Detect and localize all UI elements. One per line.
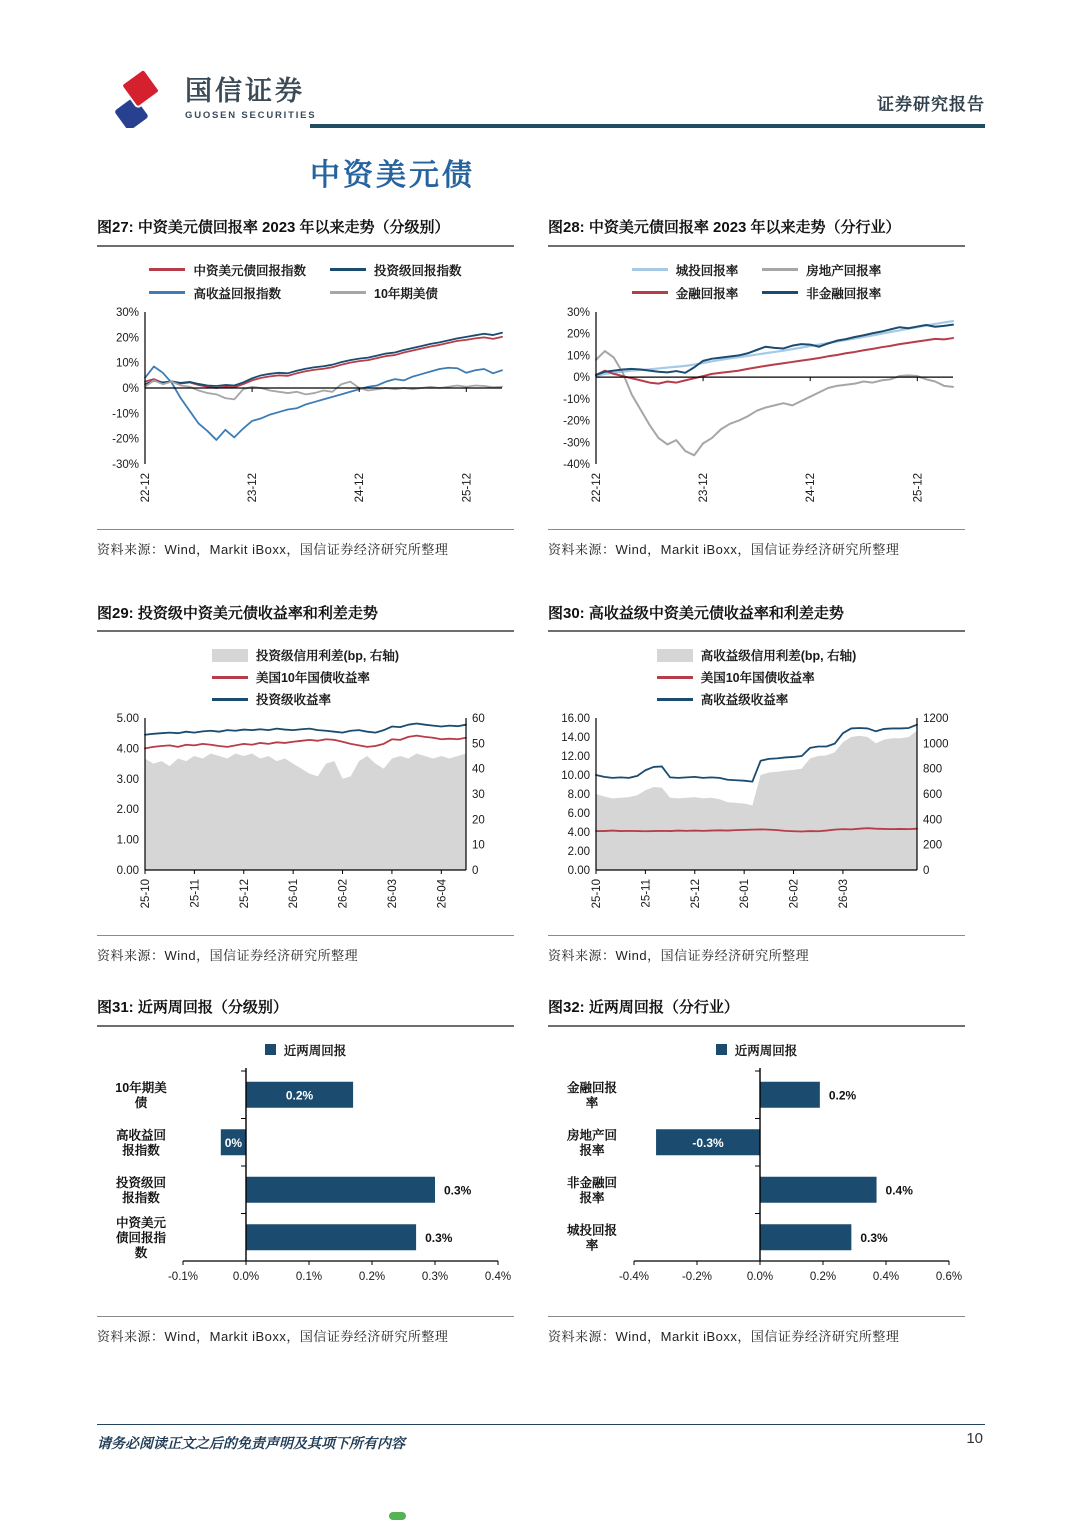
legend-label: 非金融回报率 [806,286,882,301]
svg-text:-30%: -30% [112,458,139,471]
legend-swatch [330,268,366,271]
svg-text:23-12: 23-12 [698,472,711,502]
legend-item [330,284,462,302]
legend-item [657,690,857,708]
svg-text:0: 0 [923,865,930,877]
chart-canvas [97,712,514,922]
svg-text:-0.3%: -0.3% [692,1135,724,1150]
guosen-logo-icon [103,68,175,128]
svg-text:22-12: 22-12 [591,472,603,502]
svg-text:0.4%: 0.4% [872,1270,900,1283]
footer-rule [97,1424,985,1425]
svg-text:中资美元债回报指数: 中资美元债回报指数 [115,1215,167,1260]
header-rule [310,124,985,128]
svg-text:800: 800 [923,763,943,776]
svg-text:0.0%: 0.0% [746,1270,774,1283]
legend-swatch [212,676,248,679]
legend-swatch [149,268,185,271]
figure-title: 图28: 中资美元债回报率 2023 年以来走势（分行业） [548,218,965,247]
legend-item [657,646,857,664]
chart-legend [149,261,461,302]
svg-text:-10%: -10% [563,393,590,406]
svg-text:8.00: 8.00 [567,789,590,801]
legend-item [762,284,881,302]
legend-item [212,668,399,686]
legend-item [265,1041,347,1059]
chart-canvas [97,306,514,516]
svg-text:0%: 0% [224,1135,243,1150]
brand-name-en: GUOSEN SECURITIES [185,110,317,121]
figure-body [548,1027,965,1308]
svg-text:2.00: 2.00 [567,846,590,858]
svg-text:0.4%: 0.4% [885,1182,913,1197]
footer-disclaimer: 请务必阅读正文之后的免责声明及其项下所有内容 [97,1435,405,1451]
legend-item [149,284,306,302]
svg-text:0.3%: 0.3% [421,1270,449,1283]
figure-title: 图31: 近两周回报（分级别） [97,998,514,1027]
brand-name-cn: 国信证券 [185,76,305,106]
figure-source: 资料来源：Wind，Markit iBoxx，国信证券经济研究所整理 [548,529,965,558]
svg-text:0.2%: 0.2% [809,1270,837,1283]
legend-label: 城投回报率 [675,263,739,278]
svg-text:24-12: 24-12 [354,472,367,502]
legend-item [716,1041,798,1059]
legend-swatch [212,649,248,662]
legend-swatch [330,291,366,294]
svg-text:14.00: 14.00 [561,732,590,744]
svg-text:25-12: 25-12 [912,472,925,502]
svg-text:50: 50 [472,738,485,751]
legend-label: 投资级信用利差(bp, 右轴) [255,649,400,663]
legend-label: 投资级收益率 [255,693,331,707]
legend-swatch [265,1044,276,1055]
svg-text:0.3%: 0.3% [444,1182,472,1197]
svg-text:30: 30 [472,789,485,801]
legend-label: 投资级回报指数 [374,263,462,278]
svg-text:200: 200 [923,839,943,852]
svg-text:0.4%: 0.4% [484,1270,512,1283]
legend-label: 中资美元债回报指数 [193,263,306,278]
svg-text:30%: 30% [115,306,139,319]
legend-swatch [657,676,693,679]
legend-swatch [762,291,798,294]
chart-canvas [97,1063,514,1303]
chart-plot [548,306,965,521]
svg-text:26-03: 26-03 [386,879,399,909]
svg-text:1.00: 1.00 [116,834,139,847]
figure-32 [548,998,965,1345]
legend-item [149,261,306,279]
svg-text:16.00: 16.00 [561,713,590,725]
legend-swatch [657,649,693,662]
svg-text:1200: 1200 [923,713,949,725]
figure-title: 图30: 高收益级中资美元债收益率和利差走势 [548,604,965,633]
figure-title: 图29: 投资级中资美元债收益率和利差走势 [97,604,514,633]
figure-body [548,632,965,927]
figure-source: 资料来源：Wind，国信证券经济研究所整理 [97,935,514,964]
svg-text:22-12: 22-12 [140,472,152,502]
svg-text:0.1%: 0.1% [295,1270,323,1283]
chart-canvas [548,712,965,922]
legend-label: 美国10年国债收益率 [255,671,370,685]
chart-canvas [548,306,965,516]
legend-swatch [149,291,185,294]
svg-text:25-12: 25-12 [689,879,702,909]
svg-text:20%: 20% [566,328,590,341]
chart-plot [97,712,514,927]
legend-item [632,261,739,279]
legend-label: 10年期美债 [374,286,438,301]
svg-text:25-12: 25-12 [461,472,474,502]
svg-text:城投回报率: 城投回报率 [566,1222,618,1252]
figure-body [97,632,514,927]
svg-text:0: 0 [472,865,479,877]
svg-text:10.00: 10.00 [561,770,590,782]
svg-text:-0.4%: -0.4% [618,1270,650,1283]
chart-plot [97,1063,514,1308]
legend-item [762,261,881,279]
svg-text:20%: 20% [115,331,139,344]
legend-label: 美国10年国债收益率 [700,671,815,685]
svg-text:26-01: 26-01 [739,879,752,909]
legend-item [212,690,399,708]
legend-swatch [762,268,798,271]
figure-title: 图27: 中资美元债回报率 2023 年以来走势（分级别） [97,218,514,247]
legend-swatch [716,1044,727,1055]
figure-source: 资料来源：Wind，Markit iBoxx，国信证券经济研究所整理 [97,1316,514,1345]
brand-block [185,78,316,121]
svg-text:0.3%: 0.3% [860,1230,888,1245]
svg-text:24-12: 24-12 [805,472,818,502]
svg-text:-30%: -30% [563,436,590,449]
figure-28 [548,218,965,558]
legend-label: 高收益级收益率 [700,693,789,707]
svg-text:600: 600 [923,789,943,801]
figure-29 [97,604,514,965]
legend-swatch [632,268,668,271]
svg-text:6.00: 6.00 [567,808,590,820]
svg-text:26-02: 26-02 [337,879,350,909]
svg-text:0.00: 0.00 [116,865,139,877]
footer-page-number: 10 [966,1430,983,1447]
guosen-logo-graphic [103,68,175,128]
svg-text:10: 10 [472,839,485,852]
svg-text:高收益回报指数: 高收益回报指数 [115,1127,167,1157]
svg-text:投资级回报指数: 投资级回报指数 [115,1175,167,1205]
svg-text:0.2%: 0.2% [828,1087,857,1102]
legend-label: 高收益回报指数 [193,286,281,301]
svg-text:25-12: 25-12 [238,879,251,909]
svg-text:0.6%: 0.6% [935,1270,963,1283]
svg-text:10年期美债: 10年期美债 [115,1080,167,1110]
bottom-green-marker [389,1512,406,1520]
legend-label: 高收益级信用利差(bp, 右轴) [700,649,857,663]
legend-swatch [632,291,668,294]
svg-text:25-11: 25-11 [189,879,202,908]
svg-text:4.00: 4.00 [116,743,139,756]
svg-text:2.00: 2.00 [116,804,139,817]
figure-source: 资料来源：Wind，国信证券经济研究所整理 [548,935,965,964]
chart-legend [97,1041,514,1059]
legend-label: 近两周回报 [734,1043,798,1058]
chart-legend [548,1041,965,1059]
svg-text:25-11: 25-11 [640,879,653,908]
svg-text:20: 20 [472,814,485,827]
svg-text:0.2%: 0.2% [358,1270,386,1283]
figure-31 [97,998,514,1345]
svg-text:26-04: 26-04 [436,879,449,909]
legend-item [212,646,399,664]
figure-30 [548,604,965,965]
svg-text:10%: 10% [115,357,139,370]
svg-text:0%: 0% [573,371,590,384]
chart-legend [657,646,857,708]
figure-title: 图32: 近两周回报（分行业） [548,998,965,1027]
chart-canvas [548,1063,965,1303]
svg-text:40: 40 [472,763,485,776]
figure-row-2 [97,604,985,965]
svg-text:1000: 1000 [923,738,949,751]
svg-text:-40%: -40% [563,458,590,471]
figure-27 [97,218,514,558]
page-title: 中资美元债 [310,159,475,192]
figure-body [97,247,514,521]
svg-text:-0.1%: -0.1% [167,1270,199,1283]
page-header [97,66,985,138]
legend-swatch [212,698,248,701]
chart-legend [212,646,399,708]
svg-text:0%: 0% [122,382,139,395]
svg-text:0.0%: 0.0% [232,1270,260,1283]
svg-text:-20%: -20% [563,415,590,428]
svg-text:3.00: 3.00 [116,773,139,786]
chart-plot [548,712,965,927]
chart-plot [97,306,514,521]
legend-label: 近两周回报 [283,1043,347,1058]
svg-text:400: 400 [923,814,943,827]
figure-row-3 [97,998,985,1345]
figure-row-1 [97,218,985,558]
svg-text:-10%: -10% [112,407,139,420]
figure-source: 资料来源：Wind，Markit iBoxx，国信证券经济研究所整理 [97,529,514,558]
svg-text:10%: 10% [566,349,590,362]
svg-text:26-03: 26-03 [837,879,850,909]
svg-text:5.00: 5.00 [116,713,139,725]
svg-text:非金融回报率: 非金融回报率 [566,1175,618,1205]
legend-label: 金融回报率 [675,286,739,301]
figures-grid [97,218,985,1391]
report-type-label: 证券研究报告 [877,95,985,114]
svg-text:房地产回报率: 房地产回报率 [566,1127,618,1157]
svg-text:30%: 30% [566,306,590,319]
svg-text:0.00: 0.00 [567,865,590,877]
svg-text:0.3%: 0.3% [425,1230,453,1245]
figure-source: 资料来源：Wind，Markit iBoxx，国信证券经济研究所整理 [548,1316,965,1345]
figure-body [97,1027,514,1308]
svg-text:23-12: 23-12 [247,472,260,502]
svg-text:26-01: 26-01 [288,879,301,909]
chart-legend [632,261,882,302]
svg-text:60: 60 [472,713,485,725]
svg-text:0.2%: 0.2% [285,1087,314,1102]
svg-text:金融回报率: 金融回报率 [566,1080,618,1110]
svg-text:12.00: 12.00 [561,751,590,763]
svg-text:-20%: -20% [112,433,139,446]
svg-text:25-10: 25-10 [591,879,603,909]
legend-label: 房地产回报率 [806,263,882,278]
svg-text:4.00: 4.00 [567,827,590,839]
svg-text:26-02: 26-02 [788,879,801,909]
legend-swatch [657,698,693,701]
svg-text:25-10: 25-10 [140,879,152,909]
legend-item [657,668,857,686]
svg-text:-0.2%: -0.2% [681,1270,713,1283]
legend-item [632,284,739,302]
chart-plot [548,1063,965,1308]
figure-body [548,247,965,521]
legend-item [330,261,462,279]
